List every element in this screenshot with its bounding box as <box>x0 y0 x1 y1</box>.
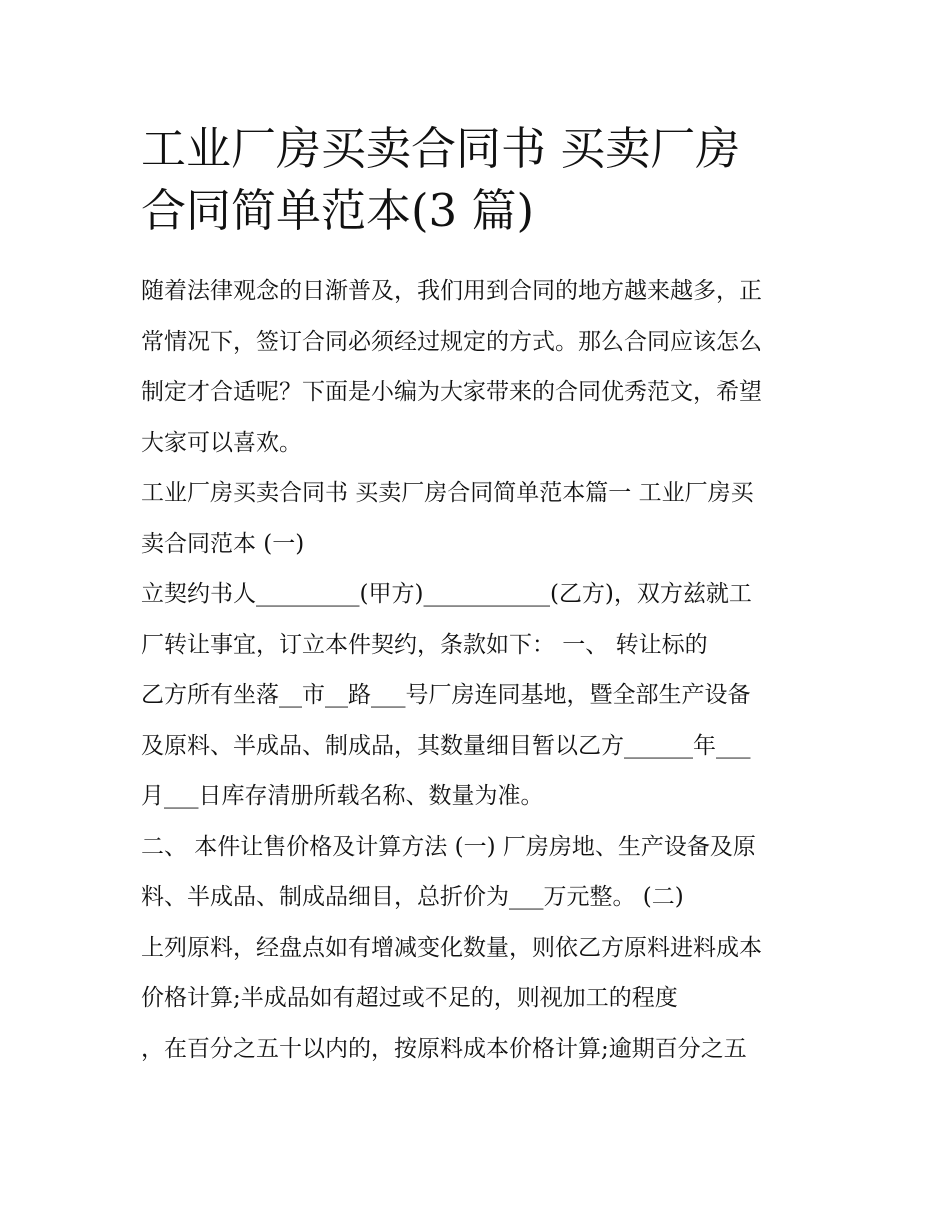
text-line: 价格计算;半成品如有超过或不足的，则视加工的程度 <box>141 985 678 1011</box>
text-line: 及原料、半成品、制成品，其数量细目暂以乙方______年___ <box>141 732 751 759</box>
text-line: 厂转让事宜，订立本件契约，条款如下： 一、 转让标的 <box>141 631 708 658</box>
title-line-2: 合同简单范本(3 篇) <box>141 184 535 237</box>
text-line: 上列原料，经盘点如有增减变化数量，则依乙方原料进料成本 <box>141 934 762 961</box>
calculation-paragraph <box>141 1024 821 1075</box>
text-line: 料、半成品、制成品细目，总折价为___万元整。 (二) <box>141 884 684 910</box>
document-title <box>141 118 821 242</box>
text-line: 大家可以喜欢。 <box>141 429 302 456</box>
text-line: 立契约书人_________(甲方)___________(乙方)，双方兹就工 <box>141 581 752 607</box>
transfer-subject-paragraph <box>141 670 821 822</box>
text-line: 乙方所有坐落__市__路___号厂房连同基地，暨全部生产设备 <box>141 682 751 708</box>
text-line: 制定才合适呢？下面是小编为大家带来的合同优秀范文，希望 <box>141 379 762 405</box>
price-paragraph <box>141 822 821 923</box>
section-heading-paragraph <box>141 468 821 569</box>
text-line: 工业厂房买卖合同书 买卖厂房合同简单范本篇一 工业厂房买 <box>141 480 754 506</box>
text-line: 常情况下，签订合同必须经过规定的方式。那么合同应该怎么 <box>141 328 762 355</box>
title-line-1: 工业厂房买卖合同书 买卖厂房 <box>141 122 741 175</box>
contract-parties-paragraph <box>141 569 821 670</box>
document-body <box>141 118 821 1074</box>
raw-material-paragraph <box>141 923 821 1024</box>
text-line: 二、 本件让售价格及计算方法 (一) 厂房房地、生产设备及原 <box>141 833 756 860</box>
text-line: 月___日库存清册所载名称、数量为准。 <box>141 783 544 809</box>
text-line: 随着法律观念的日渐普及，我们用到合同的地方越来越多，正 <box>141 278 762 304</box>
intro-paragraph <box>141 266 821 468</box>
text-line: ，在百分之五十以内的，按原料成本价格计算;逾期百分之五 <box>141 1035 747 1062</box>
text-line: 卖合同范本 (一) <box>141 530 305 557</box>
